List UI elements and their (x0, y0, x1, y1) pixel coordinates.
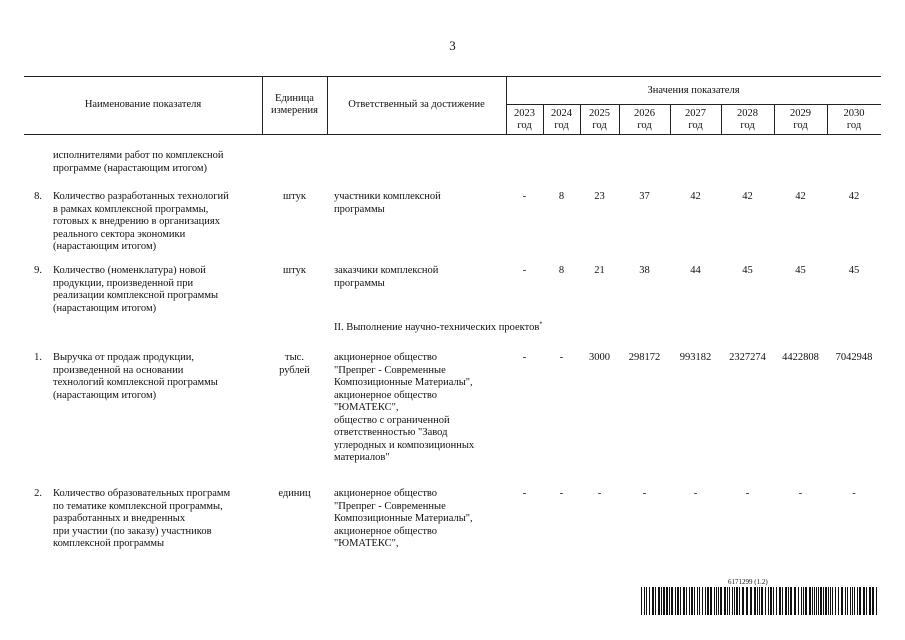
continuation-text: исполнителями работ по комплексной программе (нарастающим итогом) (53, 150, 224, 174)
row-number: 1. (34, 352, 42, 363)
row-number: 9. (34, 265, 42, 276)
value-2027: - (693, 488, 698, 499)
indicator-name: Выручка от продаж продукции, произведенной на основании технологий комплексной программы (нарастающим итогом) (53, 352, 218, 401)
year-header-2029: 2029 год (790, 108, 811, 131)
year-header-2028: 2028 год (737, 108, 758, 131)
value-2029: 45 (795, 265, 806, 276)
value-2029: - (798, 488, 803, 499)
value-2025: 23 (594, 191, 605, 202)
value-2030: 45 (848, 265, 860, 276)
value-2030: 7042948 (835, 352, 873, 363)
value-2028: 45 (742, 265, 753, 276)
value-2027: 993182 (679, 352, 712, 363)
year-header-2023: 2023 год (514, 108, 535, 131)
value-2026: 298172 (628, 352, 661, 363)
indicator-name: Количество разработанных технологий в рамках комплексной программы, готовых к внедрению в организациях реального сектора экономики (нарастающим итогом) (53, 191, 229, 252)
unit-cell: штук (283, 265, 306, 276)
value-2026: 37 (639, 191, 650, 202)
value-2024: 8 (558, 191, 565, 202)
header-year-rule (506, 104, 881, 105)
row-number: 8. (34, 191, 42, 202)
value-2027: 42 (690, 191, 701, 202)
value-2028: - (745, 488, 750, 499)
value-2025: 21 (594, 265, 605, 276)
year-header-2025: 2025 год (589, 108, 610, 131)
unit-cell: тыс. рублей (279, 352, 310, 376)
header-values: Значения показателя (647, 85, 740, 96)
indicator-name: Количество (номенклатура) новой продукции, произведенной при реализации комплексной программы (нарастающим итогом) (53, 265, 219, 314)
value-2023: - (522, 352, 527, 363)
year-header-2027: 2027 год (685, 108, 706, 131)
value-2023: - (522, 488, 527, 499)
value-2024: - (559, 352, 564, 363)
value-2026: - (642, 488, 647, 499)
value-2027: 44 (690, 265, 701, 276)
section-title: II. Выполнение научно-технических проектов (334, 322, 540, 333)
value-2026: 38 (639, 265, 650, 276)
value-2029: 42 (795, 191, 806, 202)
section-heading (334, 322, 542, 335)
footnote-mark: * (539, 321, 543, 328)
value-2029: 4422808 (782, 352, 819, 363)
barcode-number: 6171299 (1.2) (728, 578, 768, 586)
unit-cell: штук (283, 191, 306, 202)
row-number: 2. (34, 488, 42, 499)
value-2028: 42 (742, 191, 753, 202)
value-2025: 3000 (589, 352, 610, 363)
year-header-2024: 2024 год (551, 108, 572, 131)
year-header-2026: 2026 год (634, 108, 655, 131)
responsible-cell: акционерное общество "Препрег - Современные Композиционные Материалы", акционерное общество "ЮМАТЕКС", (334, 488, 473, 549)
value-2025: - (597, 488, 602, 499)
responsible-cell: акционерное общество "Препрег - Современные Композиционные Материалы", акционерное общество "ЮМАТЕКС", общество с ограниченной ответственностью "Завод углеродных и композиционных материалов" (334, 352, 475, 463)
header-top-rule (24, 76, 881, 77)
indicator-name: Количество образовательных программ по тематике комплексной программы, разработанных и внедренных при участии (по заказу) участников комплексной программы (53, 488, 231, 549)
value-2030: - (852, 488, 856, 499)
responsible-cell: заказчики комплексной программы (334, 265, 439, 289)
page-number: 3 (449, 38, 456, 53)
value-2023: - (522, 265, 527, 276)
value-2030: 42 (848, 191, 860, 202)
value-2023: - (522, 191, 527, 202)
header-unit: Единица измерения (271, 93, 318, 116)
header-responsible: Ответственный за достижение (348, 99, 485, 110)
unit-cell: единиц (278, 488, 311, 499)
value-2024: 8 (558, 265, 565, 276)
header-name: Наименование показателя (84, 99, 202, 110)
value-2024: - (559, 488, 564, 499)
responsible-cell: участники комплексной программы (334, 191, 441, 215)
barcode-image (641, 587, 881, 615)
year-header-2030: 2030 год (843, 108, 865, 131)
value-2028: 2327274 (729, 352, 766, 363)
header-bottom-rule (24, 134, 881, 135)
